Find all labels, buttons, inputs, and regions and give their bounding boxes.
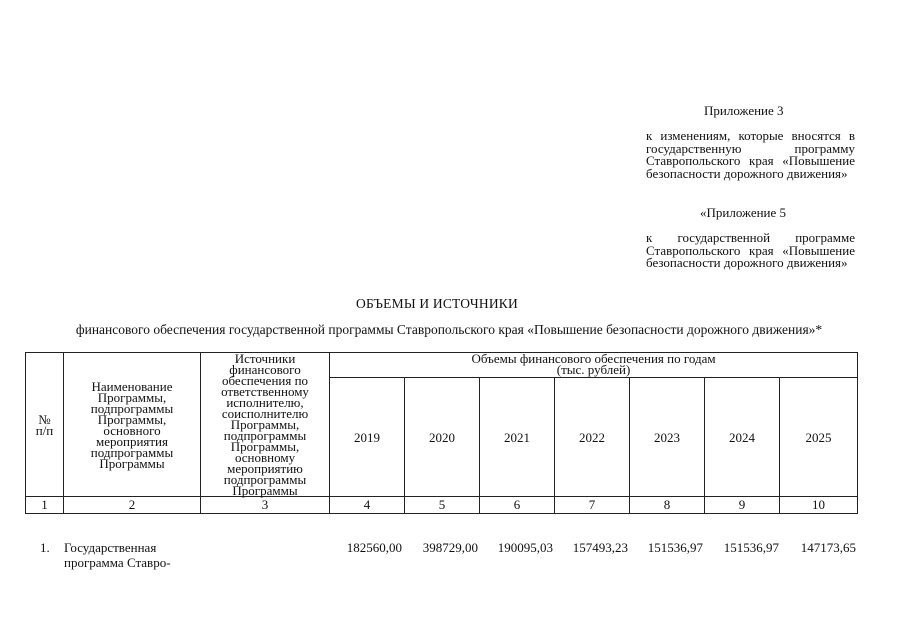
header-volumes-line2: (тыс. рублей) (556, 362, 631, 377)
financing-table (25, 352, 858, 514)
header-year: 2020 (405, 378, 480, 497)
row-value-2025: 147173,65 (800, 540, 856, 555)
header-num: № п/п (26, 353, 64, 497)
column-number: 3 (201, 497, 330, 514)
appendix5-text: к государственной программе Ставропольского края «Повышение безопасности дорожного движения» (646, 230, 855, 270)
document-title: ОБЪЕМЫ И ИСТОЧНИКИ (356, 296, 518, 311)
appendix3-title: Приложение 3 (704, 103, 784, 118)
column-number: 2 (64, 497, 201, 514)
row-value-2019: 182560,00 (346, 540, 402, 555)
appendix3-text: к изменениям, которые вносятся в государственную программу Ставропольского края «Повышение безопасности дорожного движения» (646, 128, 855, 181)
row-value-2023: 151536,97 (647, 540, 703, 555)
header-year: 2024 (705, 378, 780, 497)
header-sources: Источники финансового обеспечения по ответственному исполнителю, соисполнителю Программы, подпрограммы Программы, основному мероприятию подпрограммы Программы (201, 353, 330, 497)
column-number: 1 (26, 497, 64, 514)
row-number: 1. (40, 540, 50, 555)
appendix5-title: «Приложение 5 (700, 205, 787, 220)
row-value-2024: 151536,97 (723, 540, 779, 555)
column-number: 10 (780, 497, 858, 514)
column-number: 9 (705, 497, 780, 514)
row-name: Государственная программа Ставро- (64, 540, 171, 570)
row-value-2020: 398729,00 (422, 540, 478, 555)
header-year: 2021 (480, 378, 555, 497)
column-number: 4 (330, 497, 405, 514)
document-subtitle: финансового обеспечения государственной программы Ставропольского края «Повышение безопасности дорожного движения»* (75, 322, 823, 337)
row-value-2022: 157493,23 (572, 540, 628, 555)
column-numbers-row (26, 497, 858, 514)
column-number: 7 (555, 497, 630, 514)
header-year: 2019 (330, 378, 405, 497)
column-number: 8 (630, 497, 705, 514)
header-year: 2025 (780, 378, 858, 497)
header-volumes (330, 353, 858, 378)
header-volumes-line1: Объемы финансового обеспечения по годам (471, 351, 716, 366)
row-value-2021: 190095,03 (497, 540, 553, 555)
header-year: 2022 (555, 378, 630, 497)
column-number: 5 (405, 497, 480, 514)
header-year: 2023 (630, 378, 705, 497)
column-number: 6 (480, 497, 555, 514)
header-name: Наименование Программы, подпрограммы Программы, основного мероприятия подпрограммы Программы (64, 353, 201, 497)
